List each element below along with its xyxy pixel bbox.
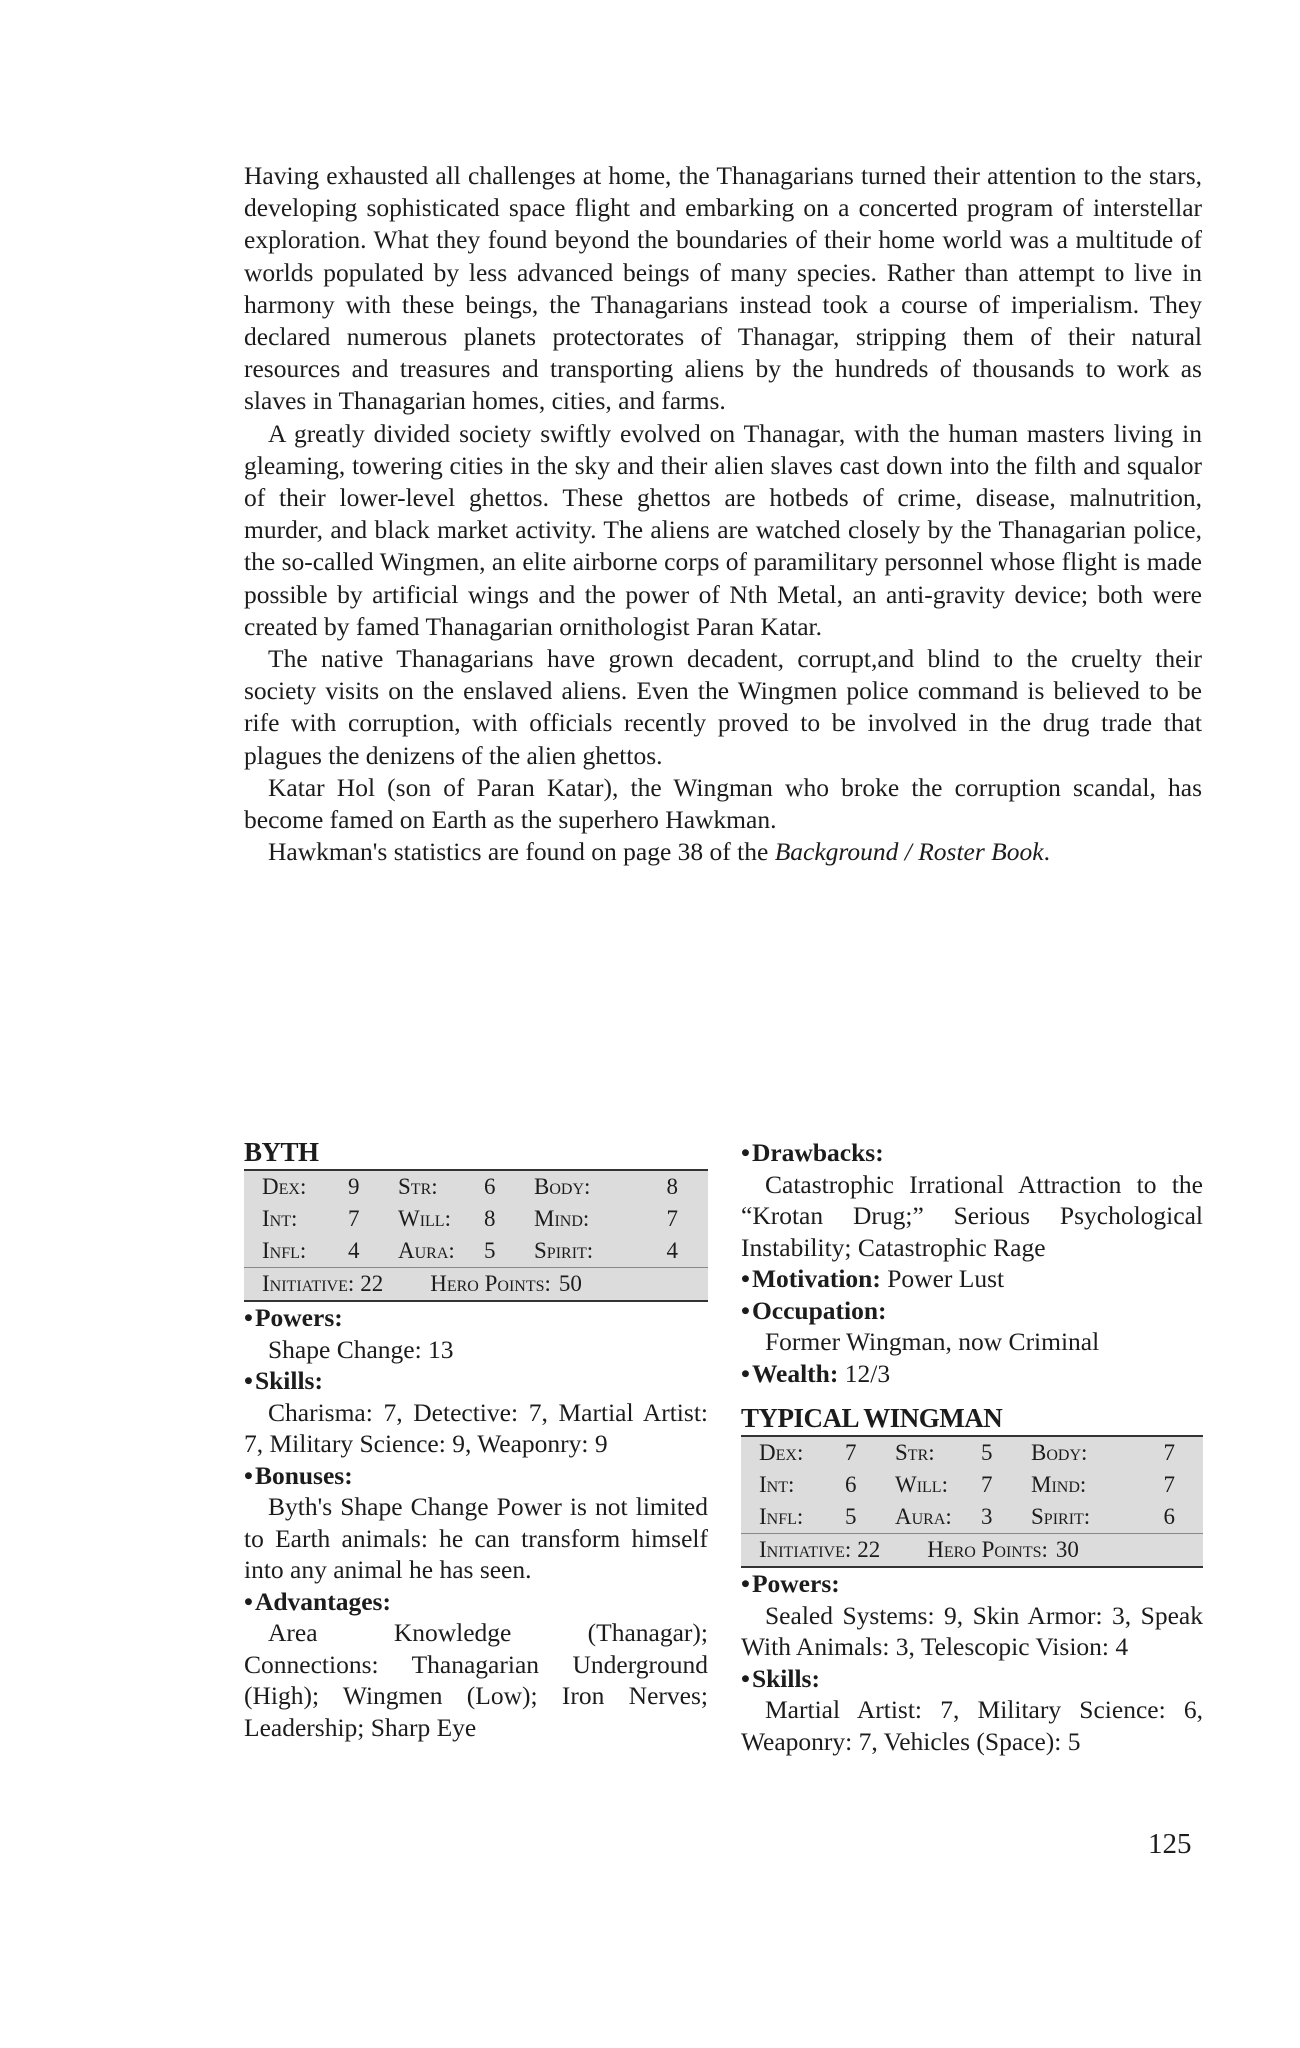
bonuses-heading: •Bonuses: <box>244 1460 353 1490</box>
drawbacks-text: Catastrophic Irrational Attraction to the “Krotan Drug;” Serious Psychological Instability; Catastrophic Rage <box>741 1169 1203 1262</box>
advantages-text: Area Knowledge (Thanagar); Connections: Thanagarian Underground (High); Wingmen (Low); Iron Nerves; Leadership; Sharp Eye <box>244 1618 708 1742</box>
stat-row: Dex: 7 Str: 5 Body: 7 <box>759 1440 1175 1465</box>
wingman-powers-heading: •Powers: <box>741 1569 840 1598</box>
drawbacks-heading: •Drawbacks: <box>741 1138 884 1167</box>
byth-stat-block <box>244 1137 708 1743</box>
skills-text: Charisma: 7, Detective: 7, Martial Artist: 7, Military Science: 9, Weaponry: 9 <box>244 1397 708 1458</box>
bonuses-text: Byth's Shape Change Power is not limited to Earth animals: he can transform himself into any animal he has seen. <box>244 1492 708 1584</box>
page-number: 125 <box>1148 1828 1192 1860</box>
occupation-heading: •Occupation: <box>741 1295 887 1325</box>
wingman-attribute-table <box>741 1435 1203 1568</box>
stat-row: Int: 7 Will: 8 Mind: 7 <box>262 1206 678 1231</box>
initiative-row: Initiative: 22 Hero Points: 50 <box>244 1267 708 1300</box>
byth-attribute-table <box>244 1169 708 1302</box>
hawkman-reference: Hawkman's statistics are found on page 38 of the Background / Roster Book. <box>268 837 1050 867</box>
stat-row: Dex: 9 Str: 6 Body: 8 <box>262 1174 678 1199</box>
intro-text <box>244 160 1202 868</box>
stat-row: Int: 6 Will: 7 Mind: 7 <box>759 1472 1175 1497</box>
initiative-row: Initiative: 22 Hero Points: 30 <box>741 1533 1203 1566</box>
intro-paragraph: A greatly divided society swiftly evolved on Thanagar, with the human masters living in gleaming, towering cities in the sky and their alien slaves cast down into the filth and squalor of their lower-level ghettos. These ghettos are hotbeds of crime, disease, malnutrition, murder, and black market activity. The aliens are watched closely by the Thanagarian police, the so-called Wingmen, an elite airborne corps of paramilitary personnel whose flight is made possible by artificial wings and the power of Nth Metal, an anti-gravity device; both were created by famed Thanagarian ornithologist Paran Katar. <box>244 418 1202 641</box>
powers-text: Shape Change: 13 <box>268 1334 454 1364</box>
wingman-powers-text: Sealed Systems: 9, Skin Armor: 3, Speak With Animals: 3, Telescopic Vision: 4 <box>741 1600 1203 1661</box>
occupation-text: Former Wingman, now Criminal <box>765 1327 1100 1356</box>
roster-book-title: Background / Roster Book <box>774 837 1044 867</box>
advantages-heading: •Advantages: <box>244 1586 391 1616</box>
right-column <box>741 1137 1203 1757</box>
motivation-line: •Motivation: Power Lust <box>741 1264 1005 1293</box>
intro-paragraph: Having exhausted all challenges at home, the Thanagarians turned their attention to the stars, developing sophisticated space flight and embarking on a concerted program of interstellar exploration. What they found beyond the boundaries of their home world was a multitude of worlds populated by less advanced beings of many species. Rather than attempt to live in harmony with these beings, the Thanagarians instead took a course of imperialism. They declared numerous planets protectorates of Thanagar, stripping them of their natural resources and treasures and transporting aliens by the hundreds of thousands to work as slaves in Thanagarian homes, cities, and farms. <box>244 161 1202 416</box>
intro-paragraph: The native Thanagarians have grown decadent, corrupt,and blind to the cruelty their society visits on the enslaved aliens. Even the Wingmen police command is believed to be rife with corruption, with officials recently proved to be involved in the drug trade that plagues the denizens of the alien ghettos. <box>244 644 1202 770</box>
powers-heading: •Powers: <box>244 1303 343 1332</box>
stat-row: Infl: 4 Aura: 5 Spirit: 4 <box>262 1238 678 1263</box>
intro-paragraph: Katar Hol (son of Paran Katar), the Wingman who broke the corruption scandal, has become famed on Earth as the superhero Hawkman. <box>244 772 1202 835</box>
skills-heading: •Skills: <box>244 1366 323 1395</box>
wealth-line: •Wealth: 12/3 <box>741 1358 891 1388</box>
byth-title: BYTH <box>244 1137 319 1167</box>
wingman-title: TYPICAL WINGMAN <box>741 1403 1003 1433</box>
wingman-skills-heading: •Skills: <box>741 1663 820 1693</box>
stat-row: Infl: 5 Aura: 3 Spirit: 6 <box>759 1504 1175 1529</box>
wingman-skills-text: Martial Artist: 7, Military Science: 6, Weaponry: 7, Vehicles (Space): 5 <box>741 1695 1203 1756</box>
